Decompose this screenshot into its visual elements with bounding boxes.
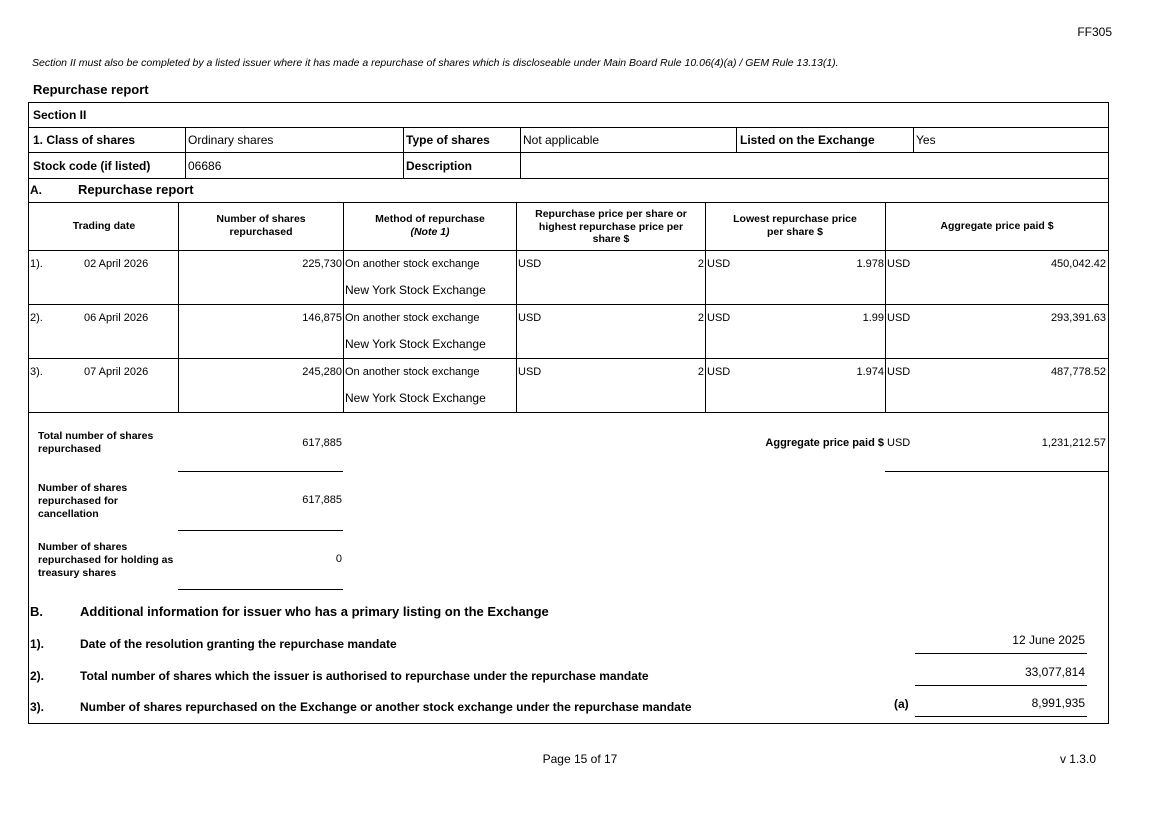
report-title: Repurchase report xyxy=(33,82,149,97)
stock-code-value: 06686 xyxy=(188,159,222,173)
b2-value: 33,077,814 xyxy=(1024,665,1085,679)
row3-shares: 245,280 xyxy=(302,366,342,378)
row1-shares: 225,730 xyxy=(302,258,342,270)
form-code: FF305 xyxy=(1077,25,1112,39)
row2-price: 2 xyxy=(697,312,704,324)
row1-low: 1.978 xyxy=(856,258,884,270)
b2-label: Total number of shares which the issuer is authorised to repurchase under the repurchase mandate xyxy=(80,669,649,683)
section-b-title: Additional information for issuer who has a primary listing on the Exchange xyxy=(80,604,549,619)
row2-aggregate: 293,391.63 xyxy=(1050,312,1106,324)
row2-date: 06 April 2026 xyxy=(84,312,149,324)
row1-price-currency: USD xyxy=(518,258,542,270)
row1-exchange: New York Stock Exchange xyxy=(345,283,486,297)
cancel-value: 617,885 xyxy=(302,494,342,506)
header-method-note: (Note 1) xyxy=(410,226,450,238)
section-a-title: Repurchase report xyxy=(78,182,194,197)
row2-low: 1.99 xyxy=(862,312,884,324)
treasury-label: Number of shares repurchased for holding as treasury shares xyxy=(38,541,174,580)
b1-index: 1). xyxy=(30,637,45,651)
row3-price: 2 xyxy=(697,366,704,378)
notice-text: Section II must also be completed by a listed issuer where it has made a repurchase of shares which is discloseable under Main Board Rule 10.06(4)(a) / GEM Rule 13.13(1). xyxy=(32,57,839,69)
row3-agg-currency: USD xyxy=(887,366,911,378)
header-num-shares: Number of shares repurchased xyxy=(216,213,306,238)
row2-low-currency: USD xyxy=(707,312,731,324)
row3-low: 1.974 xyxy=(856,366,884,378)
b2-index: 2). xyxy=(30,669,45,683)
header-method: Method of repurchase xyxy=(375,213,485,225)
row3-date: 07 April 2026 xyxy=(84,366,149,378)
row2-exchange: New York Stock Exchange xyxy=(345,337,486,351)
row1-method: On another stock exchange xyxy=(345,258,480,270)
b1-value: 12 June 2025 xyxy=(1012,633,1085,647)
row3-index: 3). xyxy=(30,366,43,378)
stock-code-label: Stock code (if listed) xyxy=(33,159,151,173)
class-of-shares-value: Ordinary shares xyxy=(188,133,274,147)
version-label: v 1.3.0 xyxy=(1059,752,1096,766)
b3-index: 3). xyxy=(30,700,45,714)
row3-aggregate: 487,778.52 xyxy=(1050,366,1106,378)
b3-value: 8,991,935 xyxy=(1031,696,1085,710)
class-of-shares-label: 1. Class of shares xyxy=(33,133,136,147)
row1-agg-currency: USD xyxy=(887,258,911,270)
row1-price: 2 xyxy=(697,258,704,270)
row1-index: 1). xyxy=(30,258,43,270)
row3-exchange: New York Stock Exchange xyxy=(345,391,486,405)
row2-price-currency: USD xyxy=(518,312,542,324)
header-lowest: Lowest repurchase price per share $ xyxy=(733,213,857,238)
row2-method: On another stock exchange xyxy=(345,312,480,324)
aggregate-total-currency: USD xyxy=(887,437,911,449)
row3-price-currency: USD xyxy=(518,366,542,378)
total-shares-value: 617,885 xyxy=(302,437,342,449)
b1-label: Date of the resolution granting the repurchase mandate xyxy=(80,637,397,651)
section-a-letter: A. xyxy=(30,183,42,197)
header-price: Repurchase price per share or highest repurchase price per share $ xyxy=(535,208,687,246)
b3-tag: (a) xyxy=(894,697,909,711)
row1-date: 02 April 2026 xyxy=(84,258,149,270)
row1-low-currency: USD xyxy=(707,258,731,270)
type-of-shares-value: Not applicable xyxy=(523,133,600,147)
listed-value: Yes xyxy=(916,133,936,147)
total-shares-label: Total number of shares repurchased xyxy=(38,430,154,456)
aggregate-total-value: 1,231,212.57 xyxy=(1041,437,1106,449)
header-aggregate: Aggregate price paid $ xyxy=(940,220,1054,232)
cancel-label: Number of shares repurchased for cancellation xyxy=(38,482,128,521)
treasury-value: 0 xyxy=(335,553,342,565)
row2-index: 2). xyxy=(30,312,43,324)
row1-aggregate: 450,042.42 xyxy=(1050,258,1106,270)
description-label: Description xyxy=(406,159,473,173)
page-number: Page 15 of 17 xyxy=(542,752,618,766)
type-of-shares-label: Type of shares xyxy=(406,133,490,147)
b3-label: Number of shares repurchased on the Exchange or another stock exchange under the repurchase mandate xyxy=(80,700,692,714)
header-trading-date: Trading date xyxy=(72,220,136,232)
section-title: Section II xyxy=(33,108,87,122)
row3-low-currency: USD xyxy=(707,366,731,378)
row3-method: On another stock exchange xyxy=(345,366,480,378)
row2-shares: 146,875 xyxy=(302,312,342,324)
row2-agg-currency: USD xyxy=(887,312,911,324)
listed-label: Listed on the Exchange xyxy=(740,133,875,147)
section-b-letter: B. xyxy=(30,604,43,619)
aggregate-total-label: Aggregate price paid $ xyxy=(765,437,884,449)
